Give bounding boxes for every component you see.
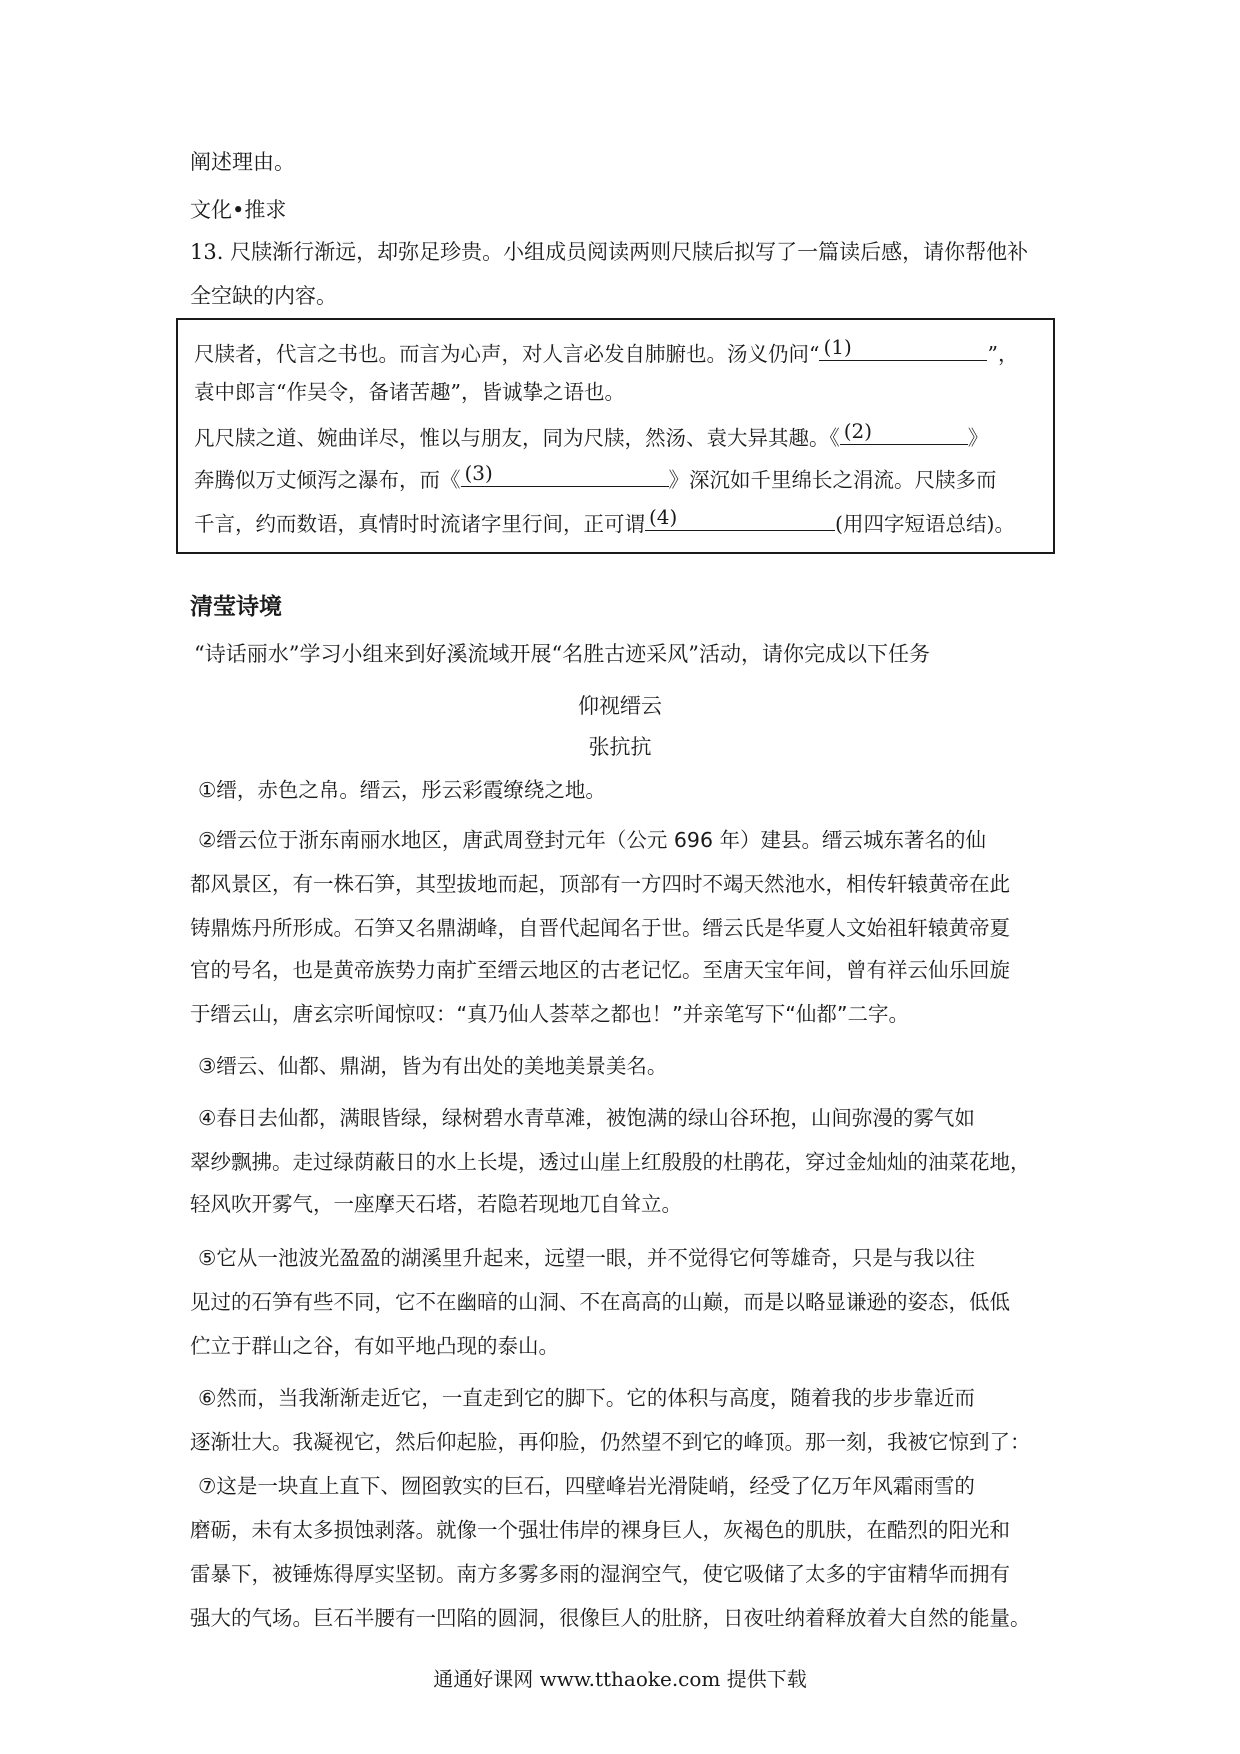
box-line-4-tail: 》深沉如千里绵长之涓流。尺牍多而 xyxy=(668,468,997,492)
box-line-2: 袁中郎言“作吴令，备诸苦趣”，皆诚挚之语也。 xyxy=(194,380,625,404)
box-line-5-tail: (用四字短语总结)。 xyxy=(835,512,1015,536)
essay-author: 张抗抗 xyxy=(588,735,652,759)
box-line-3-text: 凡尺牍之道、婉曲详尽，惟以与朋友，同为尺牍，然汤、袁大异其趣。《 xyxy=(194,426,840,450)
box-line-4-text: 奔腾似万丈倾泻之瀑布，而《 xyxy=(194,468,461,492)
box-line-1-tail: ”， xyxy=(987,342,1019,366)
essay-line: 逐渐壮大。我凝视它，然后仰起脸，再仰脸，仍然望不到它的峰顶。那一刻，我被它惊到了： xyxy=(190,1430,1031,1454)
essay-line: ①缙，赤色之帛。缙云，彤云彩霞缭绕之地。 xyxy=(198,778,606,802)
essay-line: 翠纱飘拂。走过绿荫蔽日的水上长堤，透过山崖上红殷殷的杜鹃花，穿过金灿灿的油菜花地， xyxy=(190,1150,1031,1174)
essay-line: 轻风吹开雾气，一座摩天石塔，若隐若现地兀自耸立。 xyxy=(190,1192,682,1216)
essay-line: ⑤它从一池波光盈盈的湖溪里升起来，远望一眼，并不觉得它何等雄奇，只是与我以往 xyxy=(198,1246,975,1270)
footer-watermark: 通通好课网 www.tthaoke.com 提供下载 xyxy=(433,1667,807,1691)
blank-1[interactable] xyxy=(819,336,987,361)
essay-line: ④春日去仙都，满眼皆绿，绿树碧水青草滩，被饱满的绿山谷环抱，山间弥漫的雾气如 xyxy=(198,1106,975,1130)
essay-title: 仰视缙云 xyxy=(578,694,662,718)
question-13-line-1: 13. 尺牍渐行渐远，却弥足珍贵。小组成员阅读两则尺牍后拟写了一篇读后感，请你帮他补 xyxy=(190,240,1029,264)
essay-line: ⑥然而，当我渐渐走近它，一直走到它的脚下。它的体积与高度，随着我的步步靠近而 xyxy=(198,1386,975,1410)
box-line-3-tail: 》 xyxy=(967,426,989,450)
essay-line: ③缙云、仙都、鼎湖，皆为有出处的美地美景美名。 xyxy=(198,1054,668,1078)
blank-3-number: (3) xyxy=(464,461,493,485)
essay-line: 都风景区，有一株石笋，其型拔地而起，顶部有一方四时不竭天然池水，相传轩辕黄帝在此 xyxy=(190,872,1010,896)
blank-2[interactable] xyxy=(840,420,968,445)
essay-line: 强大的气场。巨石半腰有一凹陷的圆洞，很像巨人的肚脐，日夜吐纳着释放着大自然的能量。 xyxy=(190,1606,1031,1630)
blank-4[interactable] xyxy=(645,506,835,531)
box-line-5 xyxy=(194,506,1015,538)
question-13-line-2: 全空缺的内容。 xyxy=(190,284,337,308)
essay-line: ②缙云位于浙东南丽水地区，唐武周登封元年（公元 696 年）建县。缙云城东著名的仙 xyxy=(198,828,987,852)
box-line-1 xyxy=(194,336,1018,368)
essay-line: 于缙云山，唐玄宗听闻惊叹：“真乃仙人荟萃之都也！”并亲笔写下“仙都”二字。 xyxy=(190,1002,909,1026)
blank-2-number: (2) xyxy=(843,419,873,443)
box-line-1-text: 尺牍者，代言之书也。而言为心声，对人言必发自肺腑也。汤义仍问“ xyxy=(194,342,820,366)
blank-4-number: (4) xyxy=(649,505,678,529)
essay-line: 伫立于群山之谷，有如平地凸现的泰山。 xyxy=(190,1334,559,1358)
reason-line: 阐述理由。 xyxy=(190,150,295,174)
subsection-heading: 文化•推求 xyxy=(190,198,287,222)
essay-line: 铸鼎炼丹所形成。石笋又名鼎湖峰，自晋代起闻名于世。缙云氏是华夏人文始祖轩辕黄帝夏 xyxy=(190,916,1010,940)
essay-line: 见过的石笋有些不同，它不在幽暗的山洞、不在高高的山巅，而是以略显谦逊的姿态，低低 xyxy=(190,1290,1010,1314)
box-line-5-text: 千言，约而数语，真情时时流诸字里行间，正可谓 xyxy=(194,512,645,536)
essay-line: 官的号名，也是黄帝族势力南扩至缙云地区的古老记忆。至唐天宝年间，曾有祥云仙乐回旋 xyxy=(190,958,1010,982)
section-intro: “诗话丽水”学习小组来到好溪流域开展“名胜古迹采风”活动，请你完成以下任务 xyxy=(194,642,930,666)
blank-3[interactable] xyxy=(461,462,669,487)
essay-line: 雷暴下，被锤炼得厚实坚韧。南方多雾多雨的湿润空气，使它吸储了太多的宇宙精华而拥有 xyxy=(190,1562,1010,1586)
essay-line: 磨砺，未有太多损蚀剥落。就像一个强壮伟岸的裸身巨人，灰褐色的肌肤，在酷烈的阳光和 xyxy=(190,1518,1010,1542)
blank-1-number: (1) xyxy=(823,335,852,359)
answer-box xyxy=(176,318,1055,554)
section-title: 清莹诗境 xyxy=(190,594,282,620)
essay-line: ⑦这是一块直上直下、囫囵敦实的巨石，四壁峰岩光滑陡峭，经受了亿万年风霜雨雪的 xyxy=(198,1474,975,1498)
box-line-4 xyxy=(194,462,997,494)
box-line-3 xyxy=(194,420,988,452)
